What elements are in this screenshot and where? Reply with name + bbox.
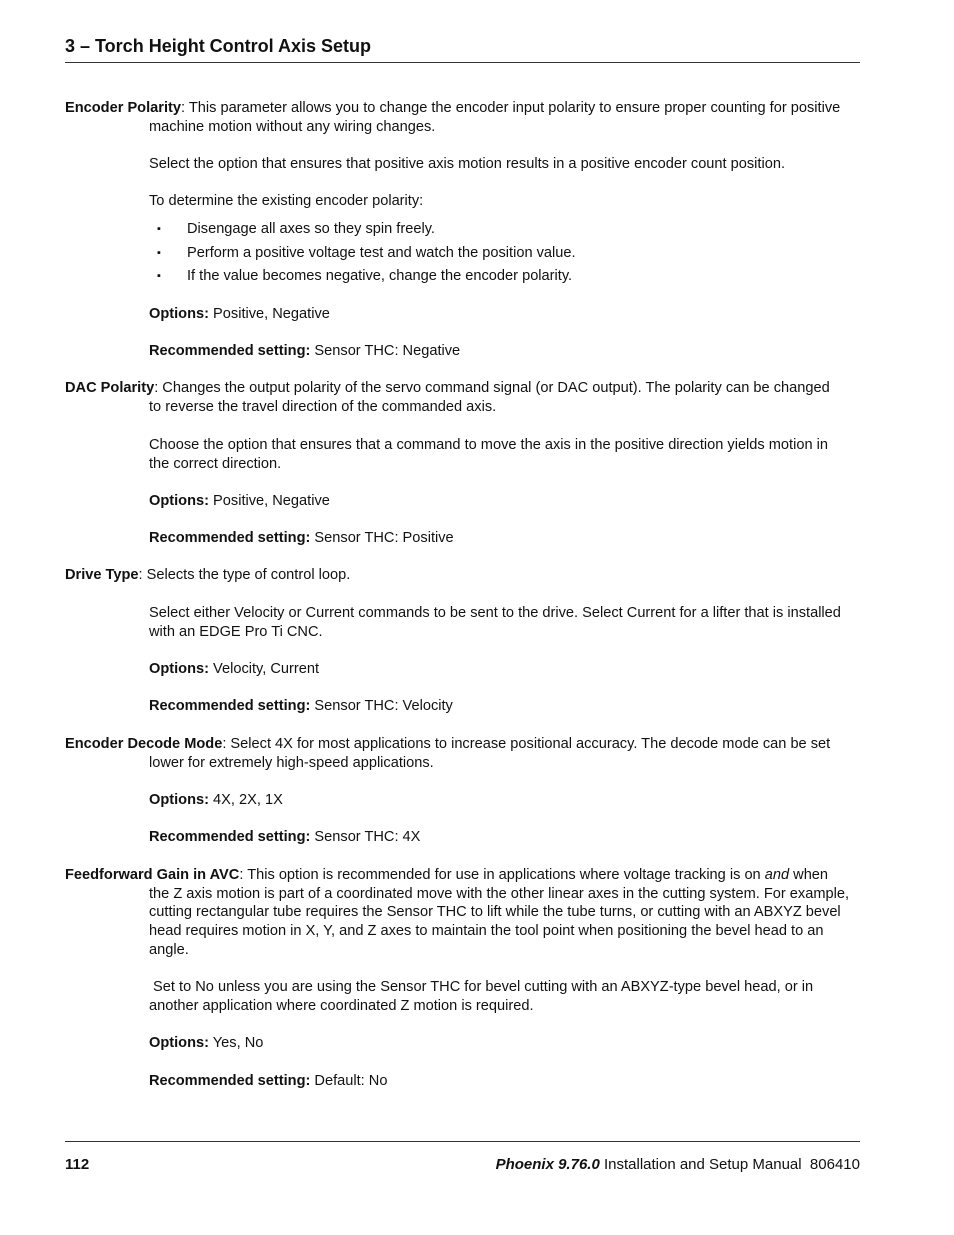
product-name: Phoenix 9.76.0	[495, 1156, 600, 1173]
dac-polarity-term: DAC Polarity	[65, 380, 155, 396]
drive-type-term: Drive Type	[65, 567, 139, 583]
encoder-polarity-term: Encoder Polarity	[65, 100, 181, 116]
drive-type-options: Options: Velocity, Current	[149, 661, 320, 677]
page-number: 112	[65, 1156, 90, 1173]
footer-manual-title: Phoenix 9.76.0 Installation and Setup Manual 806410	[495, 1156, 860, 1173]
feedforward-definition: Feedforward Gain in AVC: This option is recommended for use in applications where voltage tracking is on and when	[65, 867, 829, 883]
encoder-decode-term: Encoder Decode Mode	[65, 736, 223, 752]
feedforward-recommended: Recommended setting: Default: No	[149, 1073, 388, 1089]
encoder-polarity-intro: To determine the existing encoder polarity:	[149, 193, 424, 209]
encoder-decode-options: Options: 4X, 2X, 1X	[149, 792, 283, 808]
drive-type-definition: Drive Type: Selects the type of control loop.	[65, 567, 351, 583]
dac-polarity-definition: DAC Polarity: Changes the output polarity of the servo command signal (or DAC output). The polarity can be changed	[65, 380, 830, 396]
encoder-polarity-definition: Encoder Polarity: This parameter allows you to change the encoder input polarity to ensure proper counting for positive	[65, 100, 841, 116]
page-title: 3 – Torch Height Control Axis Setup	[65, 36, 372, 56]
encoder-decode-definition: Encoder Decode Mode: Select 4X for most applications to increase positional accuracy. The decode mode can be set	[65, 736, 831, 752]
dac-polarity-recommended: Recommended setting: Sensor THC: Positive	[149, 530, 454, 546]
dac-polarity-options: Options: Positive, Negative	[149, 493, 330, 509]
encoder-polarity-para: Select the option that ensures that positive axis motion results in a positive encoder count position.	[149, 156, 786, 172]
feedforward-term: Feedforward Gain in AVC	[65, 867, 240, 883]
encoder-decode-recommended: Recommended setting: Sensor THC: 4X	[149, 829, 421, 845]
footer-divider	[65, 1141, 860, 1142]
feedforward-options: Options: Yes, No	[149, 1035, 264, 1051]
drive-type-recommended: Recommended setting: Sensor THC: Velocity	[149, 698, 453, 714]
header-divider	[65, 62, 860, 63]
encoder-polarity-options: Options: Positive, Negative	[149, 306, 330, 322]
encoder-polarity-recommended: Recommended setting: Sensor THC: Negative	[149, 343, 461, 359]
